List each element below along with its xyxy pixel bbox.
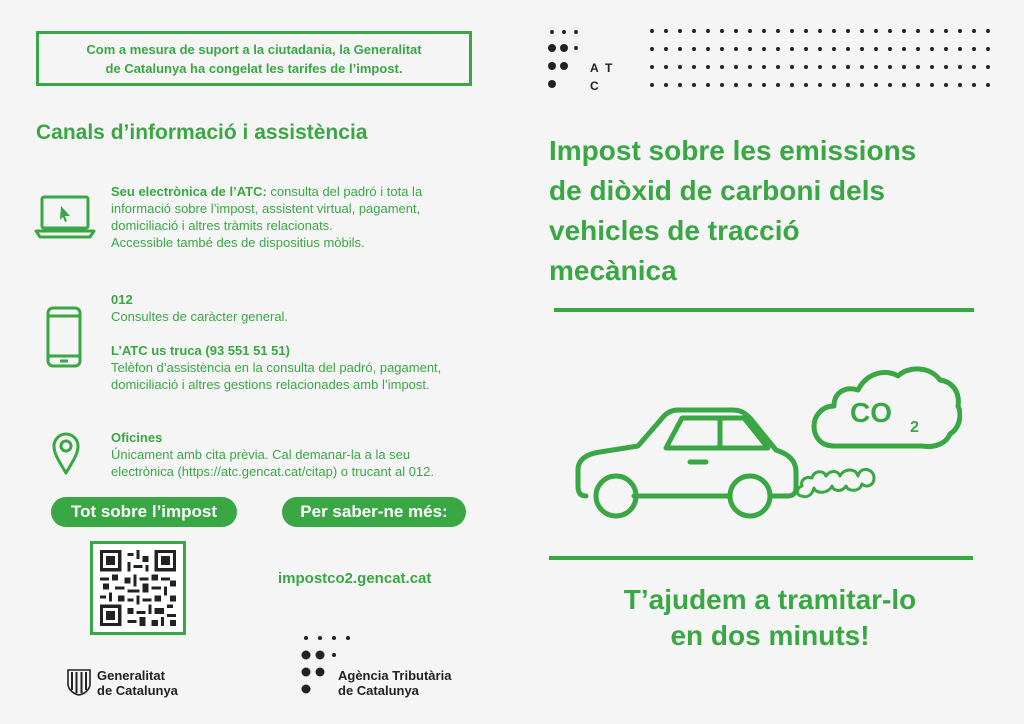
atc-letter-a: A bbox=[590, 61, 599, 75]
tariff-notice-box bbox=[36, 31, 472, 86]
dotted-pattern bbox=[646, 25, 996, 100]
phone-channel-info bbox=[111, 291, 491, 393]
atc-dots-logo-icon bbox=[546, 28, 586, 97]
all-about-tax-button[interactable]: Tot sobre l’impost bbox=[51, 497, 237, 527]
slogan-line-1: T’ajudem a tramitar-lo bbox=[623, 584, 917, 615]
notice-line-1: Com a mesura de suport a la ciutadania, la Generalitat bbox=[86, 41, 422, 57]
phone-atc-text-2: domiciliació i altres gestions relacionades amb l’impost. bbox=[111, 377, 430, 392]
office-label: Oficines bbox=[111, 430, 163, 445]
phone-atc-text-1: Telèfon d’assistència en la consulta del padró, pagament, bbox=[111, 360, 442, 375]
main-title-line-4: mecànica bbox=[549, 255, 677, 286]
main-title bbox=[549, 131, 916, 291]
co2-subscript: 2 bbox=[910, 419, 919, 436]
web-channel-text-3: domiciliació i altres tràmits relacionats. bbox=[111, 218, 333, 233]
title-divider bbox=[554, 308, 974, 312]
phone-012-text: Consultes de caràcter general. bbox=[111, 309, 289, 324]
web-channel-label: Seu electrònica de l’ATC: bbox=[111, 184, 267, 199]
co2-cloud-icon bbox=[810, 364, 962, 455]
atc-letter-t: T bbox=[605, 61, 613, 75]
atc-letter-c: C bbox=[590, 79, 599, 93]
channels-title: Canals d’informació i assistència bbox=[36, 121, 368, 144]
office-channel-info bbox=[111, 429, 491, 480]
web-channel-info bbox=[111, 183, 481, 251]
slogan-line-2: en dos minuts! bbox=[670, 620, 870, 651]
agencia-logo-text bbox=[338, 668, 451, 698]
agencia-line-1: Agència Tributària bbox=[338, 668, 452, 683]
qr-code-icon bbox=[100, 550, 176, 626]
laptop-icon bbox=[34, 194, 96, 245]
slogan bbox=[560, 582, 980, 654]
office-text-2: electrònica (https://atc.gencat.cat/citap) o trucant al 012. bbox=[111, 464, 435, 479]
location-pin-icon bbox=[51, 431, 81, 480]
office-text-1: Únicament amb cita prèvia. Cal demanar-la a la seu bbox=[111, 447, 411, 462]
notice-line-2: de Catalunya ha congelat les tarifes de l’impost. bbox=[105, 60, 403, 76]
phone-012-label: 012 bbox=[111, 292, 133, 307]
smartphone-icon bbox=[46, 306, 82, 373]
generalitat-line-1: Generalitat bbox=[97, 668, 165, 683]
exhaust-cloud-icon bbox=[794, 446, 878, 507]
generalitat-logo-text bbox=[97, 668, 178, 698]
web-channel-text-1: consulta del padró i tota la bbox=[266, 184, 423, 199]
main-title-line-1: Impost sobre les emissions bbox=[549, 135, 917, 166]
learn-more-button[interactable]: Per saber-ne més: bbox=[282, 497, 466, 527]
tax-website-link[interactable]: impostco2.gencat.cat bbox=[278, 570, 432, 587]
co2-label: CO bbox=[850, 397, 892, 428]
main-title-line-3: vehicles de tracció bbox=[549, 215, 800, 246]
qr-code-frame[interactable] bbox=[90, 541, 186, 635]
car-icon bbox=[572, 404, 804, 531]
slogan-divider bbox=[549, 556, 973, 560]
main-title-line-2: de diòxid de carboni dels bbox=[549, 175, 886, 206]
agencia-line-2: de Catalunya bbox=[338, 683, 419, 698]
phone-atc-label: L’ATC us truca (93 551 51 51) bbox=[111, 343, 290, 358]
generalitat-line-2: de Catalunya bbox=[97, 683, 178, 698]
web-channel-text-4: Accessible també des de dispositius mòbils. bbox=[111, 235, 365, 250]
generalitat-shield-icon bbox=[66, 668, 92, 701]
web-channel-text-2: informació sobre l’impost, assistent virtual, pagament, bbox=[111, 201, 421, 216]
